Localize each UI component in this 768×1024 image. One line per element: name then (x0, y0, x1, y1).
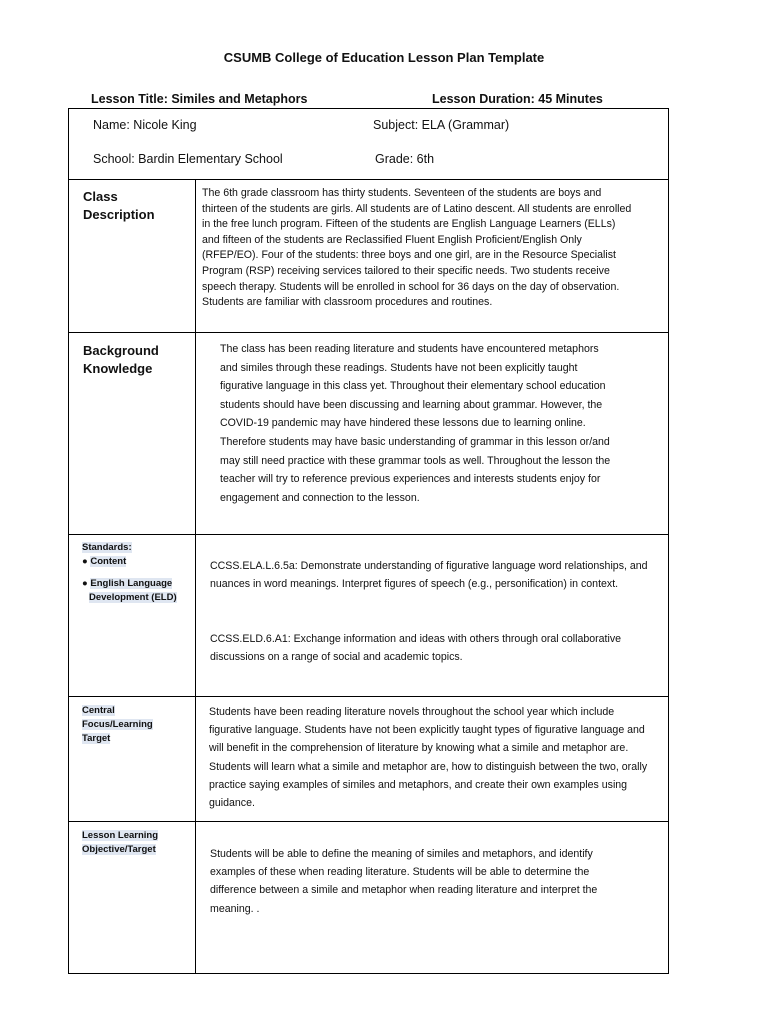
row-divider (68, 696, 669, 697)
background-knowledge-text: The class has been reading literature and students have encountered metaphors and similes through these readings. Students have not been explicitly taught figurative language in this class yet. Throughout their elementary school education students should have been discussing and learning about grammar. However, the COVID-19 pandemic may have hindered these lessons due to learning online. Therefore students may have basic understanding of grammar in this lesson or/and may still need practice with these grammar tools as well. Throughout the lesson the teacher will try to reference previous experiences and interests students enjoy for engagement and connection to the lesson. (220, 343, 611, 504)
standards-eld-bullet: English Language (90, 578, 173, 589)
eld-standard-text: CCSS.ELD.6.A1: Exchange information and ideas with others through oral collaborative discussions on a range of social and academic topics. (210, 633, 622, 664)
lesson-duration: Lesson Duration: 45 Minutes (432, 92, 603, 106)
lesson-title: Lesson Title: Similes and Metaphors (91, 92, 308, 106)
objective-text: Students will be able to define the meaning of similes and metaphors, and identify examples of these when reading literature. Students will be able to determine the difference between a simile and metaphor when reading literature and interpret the meaning. . (210, 848, 598, 915)
objective-label: Lesson Learning Objective/Target (82, 830, 159, 855)
subject: Subject: ELA (Grammar) (373, 118, 510, 132)
standards-content-bullet: Content (90, 556, 127, 567)
central-focus-text: Students have been reading literature novels throughout the school year which include figurative language. Students have not been explicitly taught types of figurative language and will benefit in the comprehension of literature by knowing what a simile and metaphor are. Students will learn what a simile and metaphor are, how to distinguish between the two, orally practice saying examples of similes and metaphors, and create their own examples using guidance. (209, 706, 648, 810)
row-divider (68, 332, 669, 333)
standards-label: Standards: ● Content ● English Language Development (ELD) (82, 542, 177, 603)
row-divider (68, 821, 669, 822)
content-standard-text: CCSS.ELA.L.6.5a: Demonstrate understanding of figurative language word relationships, and nuances in word meanings. Interpret figures of speech (e.g., personification) in context. (210, 560, 648, 591)
grade: Grade: 6th (375, 152, 435, 166)
class-description-text: The 6th grade classroom has thirty students. Seventeen of the students are boys and thirteen of the students are girls. All students are of Latino descent. All students are enrolled in the free lunch program. Fifteen of the students are English Language Learners (ELLs) and fifteen of the students are Reclassified Fluent English Proficient/English Only (RFEP/EO). Four of the students: three boys and one girl, are in the Resource Specialist Program (RSP) receiving services tailored to their specific needs. Two students receive speech therapy. Students will be enrolled in school for 36 days on the day of observation. Students are familiar with classroom procedures and routines. (202, 187, 632, 309)
column-divider (195, 180, 196, 974)
teacher-name: Name: Nicole King (93, 118, 197, 132)
class-description-label: Class Description (83, 189, 155, 222)
bullet-icon: ● (82, 556, 88, 567)
central-focus-label: Central Focus/Learning Target (82, 705, 153, 744)
background-knowledge-label: Background Knowledge (83, 343, 159, 376)
school: School: Bardin Elementary School (93, 152, 283, 166)
document-title: CSUMB College of Education Lesson Plan Template (223, 50, 545, 65)
row-divider (68, 534, 669, 535)
bullet-icon: ● (82, 578, 88, 589)
